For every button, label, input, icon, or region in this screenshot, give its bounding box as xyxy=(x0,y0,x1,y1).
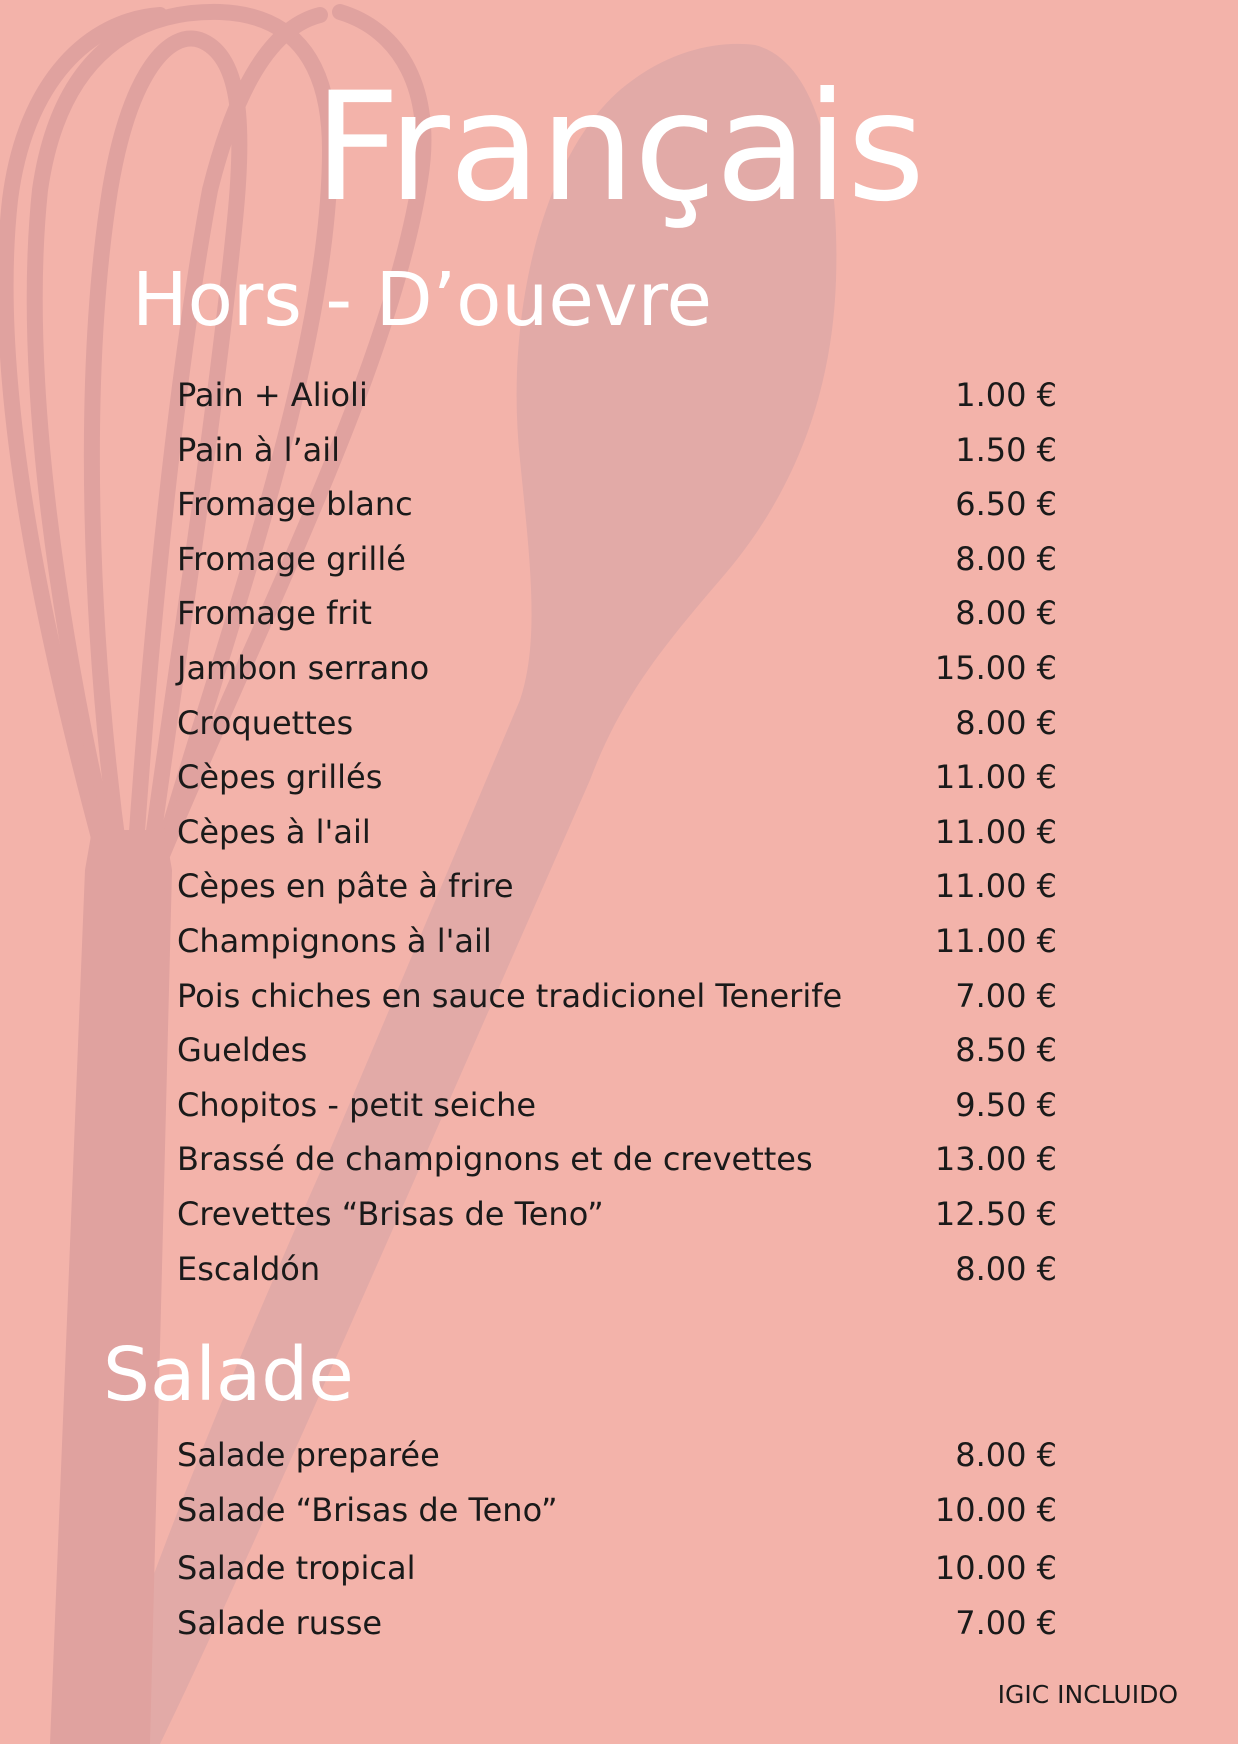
item-price: 11.00 € xyxy=(934,812,1057,851)
menu-item xyxy=(177,484,1057,539)
menu-item xyxy=(177,1603,1057,1658)
menu-list-hors-doeuvre xyxy=(177,375,1057,1303)
item-price: 1.00 € xyxy=(955,376,1057,414)
menu-item xyxy=(177,1435,1057,1490)
item-price: 9.50 € xyxy=(955,1085,1057,1124)
item-name: Cèpes grillés xyxy=(177,758,383,797)
item-price: 10.00 € xyxy=(934,1549,1057,1588)
item-price: 8.00 € xyxy=(955,703,1057,742)
item-name: Croquettes xyxy=(177,703,354,742)
menu-item xyxy=(177,921,1057,976)
tax-note: IGIC INCLUIDO xyxy=(997,1680,1178,1709)
item-name: Escaldón xyxy=(177,1249,321,1288)
section-title-salade: Salade xyxy=(103,1332,354,1418)
page-title: Français xyxy=(313,61,925,235)
menu-item xyxy=(177,1085,1057,1140)
item-price: 1.50 € xyxy=(955,430,1057,469)
item-price: 8.50 € xyxy=(955,1031,1057,1070)
menu-item xyxy=(177,812,1057,867)
menu-item xyxy=(177,866,1057,921)
item-name: Fromage frit xyxy=(177,594,372,633)
item-name: Crevettes “Brisas de Teno” xyxy=(177,1194,604,1233)
item-price: 13.00 € xyxy=(934,1140,1057,1179)
menu-item xyxy=(177,1030,1057,1085)
item-price: 10.00 € xyxy=(934,1490,1057,1529)
item-name: Salade tropical xyxy=(177,1549,416,1588)
item-name: Gueldes xyxy=(177,1031,308,1070)
menu-item xyxy=(177,976,1057,1031)
item-name: Pois chiches en sauce tradicionel Tenerife xyxy=(177,976,843,1015)
section-title-hors-doeuvre: Hors - D’ouevre xyxy=(132,257,712,343)
item-price: 7.00 € xyxy=(955,976,1057,1015)
item-price: 6.50 € xyxy=(955,485,1057,524)
item-name: Fromage blanc xyxy=(177,485,413,524)
item-price: 8.00 € xyxy=(955,1249,1057,1288)
menu-item xyxy=(177,375,1057,430)
item-price: 12.50 € xyxy=(934,1194,1057,1233)
menu-item xyxy=(177,757,1057,812)
menu-item xyxy=(177,1249,1057,1304)
item-price: 11.00 € xyxy=(934,758,1057,797)
item-price: 8.00 € xyxy=(955,539,1057,578)
item-name: Pain à l’ail xyxy=(177,430,341,469)
item-name: Jambon serrano xyxy=(177,648,430,687)
menu-item xyxy=(177,648,1057,703)
menu-item xyxy=(177,1548,1057,1603)
item-name: Pain + Alioli xyxy=(177,376,368,414)
item-price: 11.00 € xyxy=(934,867,1057,906)
item-name: Cèpes en pâte à frire xyxy=(177,867,514,906)
menu-list-salade xyxy=(177,1435,1057,1657)
item-price: 8.00 € xyxy=(955,594,1057,633)
item-price: 11.00 € xyxy=(934,921,1057,960)
menu-item xyxy=(177,1194,1057,1249)
menu-item xyxy=(177,539,1057,594)
menu-item xyxy=(177,593,1057,648)
menu-item xyxy=(177,1139,1057,1194)
item-name: Salade russe xyxy=(177,1603,383,1642)
item-name: Champignons à l'ail xyxy=(177,921,492,960)
menu-item xyxy=(177,703,1057,758)
item-price: 8.00 € xyxy=(955,1436,1057,1474)
item-name: Chopitos - petit seiche xyxy=(177,1085,537,1124)
item-name: Cèpes à l'ail xyxy=(177,812,371,851)
item-name: Salade “Brisas de Teno” xyxy=(177,1490,558,1529)
item-price: 15.00 € xyxy=(934,648,1057,687)
menu-item xyxy=(177,1490,1057,1545)
menu-item xyxy=(177,430,1057,485)
item-name: Salade preparée xyxy=(177,1436,440,1474)
item-price: 7.00 € xyxy=(955,1603,1057,1642)
item-name: Fromage grillé xyxy=(177,539,406,578)
item-name: Brassé de champignons et de crevettes xyxy=(177,1140,813,1179)
